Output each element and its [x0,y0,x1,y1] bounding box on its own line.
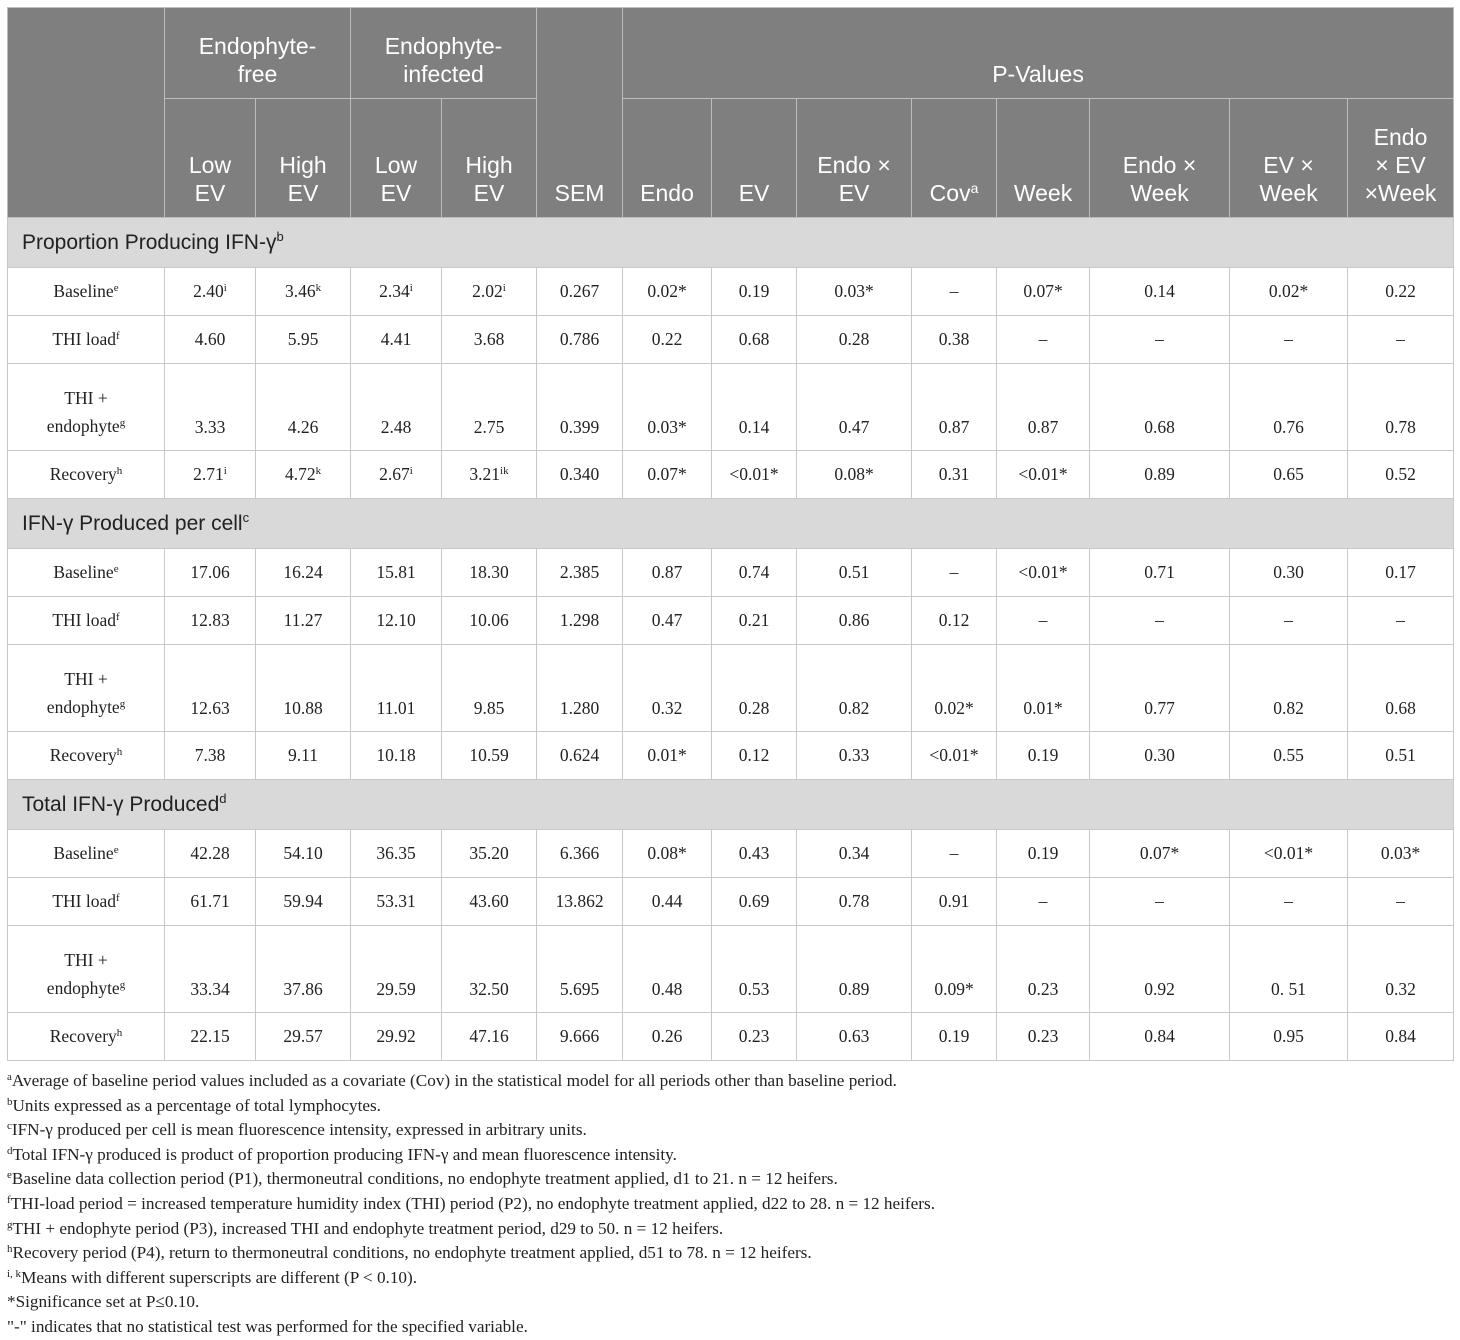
footnote: *Significance set at P≤0.10. [7,1292,200,1312]
mean-cell: 2.40$^i$ [165,268,256,316]
mean-cell: 17.06 [165,549,256,597]
p-value-cell: 0.03* [797,268,912,316]
sem-cell: 13.862 [537,878,623,926]
p-value-cell: 0.01* [997,645,1090,732]
section-title: IFN-γ Produced per cell$^c$ [8,499,1454,549]
section-header-row [8,780,1454,830]
footnote: $^c$IFN-γ produced per cell is mean fluorescence intensity, expressed in arbitrary units. [7,1120,587,1140]
mean-cell: 12.10 [351,597,442,645]
mean-cell: 29.57 [256,1013,351,1061]
footnote: $^g$THI + endophyte period (P3), increased THI and endophyte treatment period, d29 to 50. n = 12 heifers. [7,1218,724,1238]
table-row [8,451,1454,499]
p-value-cell: 0.55 [1230,732,1348,780]
header-p-col: Endo × EV ×Week [1348,99,1454,218]
mean-cell: 7.38 [165,732,256,780]
header-infected-high-ev: High EV [442,99,537,218]
mean-cell: 3.46$^k$ [256,268,351,316]
p-value-cell: 0.08* [623,830,712,878]
p-value-cell: 0. 51 [1230,926,1348,1013]
p-value-cell: 0.78 [797,878,912,926]
p-value-cell: 0.74 [712,549,797,597]
table-row [8,597,1454,645]
p-value-cell: 0.03* [623,364,712,451]
mean-cell: 15.81 [351,549,442,597]
p-value-cell: – [1348,597,1454,645]
mean-cell: 12.63 [165,645,256,732]
p-value-cell: – [1348,316,1454,364]
p-value-cell: 0.22 [1348,268,1454,316]
header-p-values: P-Values [623,8,1454,99]
table-header [8,8,1454,218]
p-value-cell: 0.68 [1348,645,1454,732]
footnote: $^b$Units expressed as a percentage of total lymphocytes. [7,1095,381,1115]
section-header-row [8,499,1454,549]
p-value-cell: 0.87 [912,364,997,451]
header-group-endophyte-infected: Endophyte- infected [351,8,537,99]
p-value-cell: – [1230,316,1348,364]
results-table-container [7,7,1453,1340]
mean-cell: 37.86 [256,926,351,1013]
mean-cell: 3.33 [165,364,256,451]
p-value-cell: – [1090,597,1230,645]
p-value-cell: – [997,878,1090,926]
mean-cell: 2.75 [442,364,537,451]
p-value-cell: 0.34 [797,830,912,878]
header-p-col: Endo × Week [1090,99,1230,218]
header-p-col: EV [712,99,797,218]
p-value-cell: 0.69 [712,878,797,926]
mean-cell: 4.26 [256,364,351,451]
mean-cell: 5.95 [256,316,351,364]
p-value-cell: 0.84 [1090,1013,1230,1061]
p-value-cell: 0.03* [1348,830,1454,878]
header-p-col: Cov$^a$ [912,99,997,218]
p-value-cell: 0.21 [712,597,797,645]
sem-cell: 9.666 [537,1013,623,1061]
mean-cell: 22.15 [165,1013,256,1061]
p-value-cell: 0.84 [1348,1013,1454,1061]
mean-cell: 12.83 [165,597,256,645]
p-value-cell: <0.01* [912,732,997,780]
mean-cell: 4.60 [165,316,256,364]
p-value-cell: <0.01* [997,451,1090,499]
row-label: THI load$^f$ [8,316,165,364]
row-label: Recovery$^h$ [8,451,165,499]
mean-cell: 11.01 [351,645,442,732]
p-value-cell: 0.12 [712,732,797,780]
p-value-cell: 0.02* [912,645,997,732]
p-value-cell: 0.22 [623,316,712,364]
mean-cell: 10.59 [442,732,537,780]
p-value-cell: – [912,549,997,597]
p-value-cell: – [1090,878,1230,926]
p-value-cell: 0.17 [1348,549,1454,597]
mean-cell: 4.41 [351,316,442,364]
p-value-cell: 0.53 [712,926,797,1013]
p-value-cell: – [912,830,997,878]
mean-cell: 2.48 [351,364,442,451]
p-value-cell: 0.07* [623,451,712,499]
mean-cell: 33.34 [165,926,256,1013]
p-value-cell: 0.33 [797,732,912,780]
p-value-cell: 0.76 [1230,364,1348,451]
p-value-cell: 0.08* [797,451,912,499]
section-title: Proportion Producing IFN-$\gamma^b$ [8,218,1454,268]
row-label: Recovery$^h$ [8,1013,165,1061]
sem-cell: 0.786 [537,316,623,364]
p-value-cell: 0.65 [1230,451,1348,499]
mean-cell: 59.94 [256,878,351,926]
header-p-col: Endo [623,99,712,218]
p-value-cell: 0.30 [1230,549,1348,597]
p-value-cell: – [912,268,997,316]
table-row [8,830,1454,878]
p-value-cell: 0.87 [623,549,712,597]
mean-cell: 4.72$^k$ [256,451,351,499]
p-value-cell: 0.51 [1348,732,1454,780]
mean-cell: 10.88 [256,645,351,732]
footnote: $^{i, k}$Means with different superscripts are different (P < 0.10). [7,1267,418,1287]
mean-cell: 16.24 [256,549,351,597]
header-sem: SEM [537,8,623,218]
p-value-cell: 0.52 [1348,451,1454,499]
row-label: THI load$^f$ [8,878,165,926]
mean-cell: 9.85 [442,645,537,732]
p-value-cell: 0.77 [1090,645,1230,732]
p-value-cell: 0.47 [797,364,912,451]
row-label: THI + endophyte$^g$ [8,645,165,732]
table-row [8,364,1454,451]
p-value-cell: 0.92 [1090,926,1230,1013]
mean-cell: 10.06 [442,597,537,645]
header-infected-low-ev: Low EV [351,99,442,218]
p-value-cell: 0.48 [623,926,712,1013]
p-value-cell: – [1348,878,1454,926]
header-corner [8,8,165,218]
mean-cell: 10.18 [351,732,442,780]
mean-cell: 42.28 [165,830,256,878]
section-title: Total IFN-γ Produced$^d$ [8,780,1454,830]
p-value-cell: 0.31 [912,451,997,499]
mean-cell: 9.11 [256,732,351,780]
table-row [8,268,1454,316]
p-value-cell: 0.91 [912,878,997,926]
sem-cell: 1.280 [537,645,623,732]
mean-cell: $3.21^{ik}$ [442,451,537,499]
p-value-cell: – [1230,878,1348,926]
footnote: $^d$Total IFN-γ produced is product of proportion producing IFN-γ and mean fluorescence intensity. [7,1144,677,1164]
mean-cell: 61.71 [165,878,256,926]
mean-cell: 3.68 [442,316,537,364]
p-value-cell: 0.82 [797,645,912,732]
row-label: Baseline$^e$ [8,830,165,878]
sem-cell: 5.695 [537,926,623,1013]
p-value-cell: 0.14 [1090,268,1230,316]
row-label: Recovery$^h$ [8,732,165,780]
p-value-cell: 0.32 [1348,926,1454,1013]
footnote: "-" indicates that no statistical test was performed for the specified variable. [7,1316,528,1336]
p-value-cell: 0.68 [712,316,797,364]
p-value-cell: <0.01* [1230,830,1348,878]
p-value-cell: – [1230,597,1348,645]
header-group-endophyte-free: Endophyte- free [165,8,351,99]
sem-cell: 0.340 [537,451,623,499]
p-value-cell: 0.23 [997,926,1090,1013]
p-value-cell: – [997,316,1090,364]
table-row [8,732,1454,780]
footnote: $^e$Baseline data collection period (P1), thermoneutral conditions, no endophyte treatment applied, d1 to 21. n = 12 heifers. [7,1169,838,1189]
p-value-cell: 0.51 [797,549,912,597]
sem-cell: 0.267 [537,268,623,316]
mean-cell: 11.27 [256,597,351,645]
p-value-cell: 0.87 [997,364,1090,451]
section-header-row [8,218,1454,268]
mean-cell: 54.10 [256,830,351,878]
sem-cell: 0.399 [537,364,623,451]
header-p-col: Endo × EV [797,99,912,218]
p-value-cell: 0.12 [912,597,997,645]
mean-cell: 2.71$^i$ [165,451,256,499]
p-value-cell: 0.32 [623,645,712,732]
table-row [8,878,1454,926]
p-value-cell: 0.68 [1090,364,1230,451]
sem-cell: 2.385 [537,549,623,597]
footnotes [7,1069,1453,1340]
mean-cell: 2.34$^i$ [351,268,442,316]
p-value-cell: 0.07* [1090,830,1230,878]
p-value-cell: 0.86 [797,597,912,645]
mean-cell: 18.30 [442,549,537,597]
p-value-cell: 0.19 [997,732,1090,780]
table-row [8,549,1454,597]
mean-cell: 2.02$^i$ [442,268,537,316]
p-value-cell: 0.78 [1348,364,1454,451]
p-value-cell: 0.43 [712,830,797,878]
mean-cell: 43.60 [442,878,537,926]
mean-cell: 53.31 [351,878,442,926]
row-label: Baseline$^e$ [8,549,165,597]
p-value-cell: 0.28 [712,645,797,732]
row-label: THI load$^f$ [8,597,165,645]
p-value-cell: 0.28 [797,316,912,364]
mean-cell: 2.67$^i$ [351,451,442,499]
p-value-cell: 0.89 [1090,451,1230,499]
mean-cell: 35.20 [442,830,537,878]
p-value-cell: 0.26 [623,1013,712,1061]
header-p-col: EV × Week [1230,99,1348,218]
p-value-cell: 0.71 [1090,549,1230,597]
p-value-cell: 0.38 [912,316,997,364]
header-p-col: Week [997,99,1090,218]
p-value-cell: 0.44 [623,878,712,926]
footnote: $^f$THI-load period = increased temperature humidity index (THI) period (P2), no endophyte treatment applied, d22 to 28. n = 12 heifers. [7,1193,935,1213]
table-row [8,316,1454,364]
p-value-cell: <0.01* [997,549,1090,597]
p-value-cell: 0.14 [712,364,797,451]
p-value-cell: 0.47 [623,597,712,645]
table-row [8,645,1454,732]
p-value-cell: <0.01* [712,451,797,499]
p-value-cell: 0.95 [1230,1013,1348,1061]
mean-cell: 47.16 [442,1013,537,1061]
p-value-cell: 0.01* [623,732,712,780]
p-value-cell: 0.30 [1090,732,1230,780]
mean-cell: 36.35 [351,830,442,878]
header-free-low-ev: Low EV [165,99,256,218]
table-body [8,218,1454,1061]
p-value-cell: 0.89 [797,926,912,1013]
row-label: THI + endophyte$^g$ [8,364,165,451]
mean-cell: 29.59 [351,926,442,1013]
p-value-cell: 0.09* [912,926,997,1013]
p-value-cell: 0.19 [997,830,1090,878]
table-row [8,926,1454,1013]
table-row [8,1013,1454,1061]
mean-cell: 32.50 [442,926,537,1013]
p-value-cell: 0.23 [997,1013,1090,1061]
row-label: Baseline$^e$ [8,268,165,316]
p-value-cell: – [1090,316,1230,364]
sem-cell: 6.366 [537,830,623,878]
p-value-cell: 0.02* [1230,268,1348,316]
sem-cell: 0.624 [537,732,623,780]
p-value-cell: 0.19 [912,1013,997,1061]
sem-cell: 1.298 [537,597,623,645]
results-table [7,7,1454,1061]
p-value-cell: 0.02* [623,268,712,316]
p-value-cell: 0.19 [712,268,797,316]
p-value-cell: 0.82 [1230,645,1348,732]
p-value-cell: 0.63 [797,1013,912,1061]
header-free-high-ev: High EV [256,99,351,218]
mean-cell: 29.92 [351,1013,442,1061]
footnote: $^a$Average of baseline period values included as a covariate (Cov) in the statistical model for all periods other than baseline period. [7,1071,897,1090]
p-value-cell: 0.23 [712,1013,797,1061]
p-value-cell: – [997,597,1090,645]
footnote: $^h$Recovery period (P4), return to thermoneutral conditions, no endophyte treatment applied, d51 to 78. n = 12 heifers. [7,1243,812,1263]
row-label: THI + endophyte$^g$ [8,926,165,1013]
p-value-cell: 0.07* [997,268,1090,316]
